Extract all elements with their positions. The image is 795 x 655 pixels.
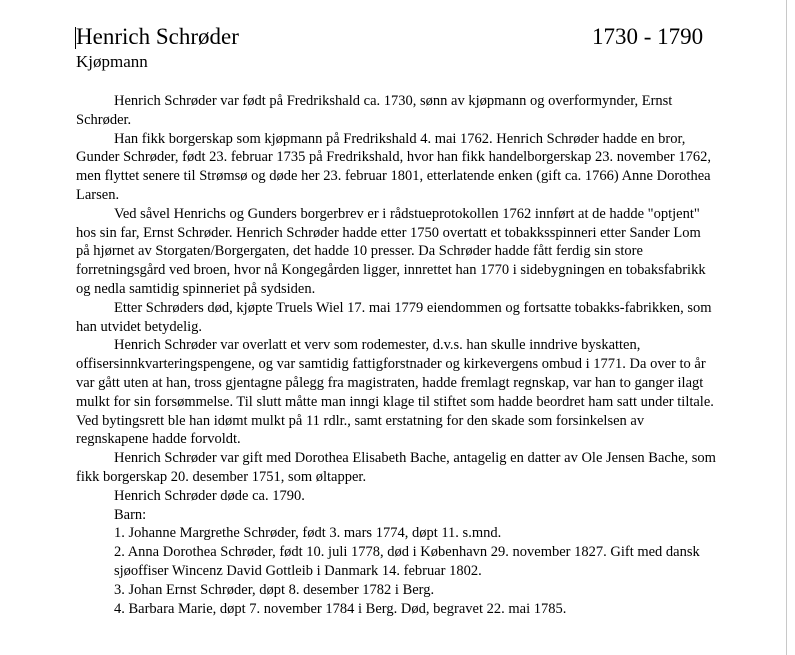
child-item[interactable]: 3. Johan Ernst Schrøder, døpt 8. desember 1782 i Berg.	[114, 581, 435, 598]
page-title[interactable]: Henrich Schrøder	[76, 24, 239, 49]
paragraph-citizenship[interactable]: Han fikk borgerskap som kjøpmann på Fredrikshald 4. mai 1762. Henrich Schrøder hadde en bror, Gunder Schrøder, født 23. februar 1735 på Fredrikshald, hvor han fikk handelborgerskap 23. november 1762, men flyttet senere til Strømsø og døde her 23. februar 1801, etterlatende enken (gift ca. 1766) Anne Dorothea Larsen.	[76, 130, 711, 203]
page-edge	[786, 0, 787, 655]
paragraph-birth[interactable]: Henrich Schrøder var født på Fredrikshald ca. 1730, sønn av kjøpmann og overformynder, Ernst Schrøder.	[76, 93, 673, 128]
document-body[interactable]	[76, 92, 716, 618]
paragraph-marriage[interactable]: Henrich Schrøder var gift med Dorothea Elisabeth Bache, antagelig en datter av Ole Jensen Bache, som fikk borgerskap 20. desember 1751, som øltapper.	[76, 450, 716, 485]
child-item[interactable]: 4. Barbara Marie, døpt 7. november 1784 i Berg. Død, begravet 22. mai 1785.	[114, 600, 567, 617]
child-item[interactable]: 1. Johanne Margrethe Schrøder, født 3. mars 1774, døpt 11. s.mnd.	[114, 525, 502, 542]
children-label[interactable]: Barn:	[114, 506, 147, 523]
paragraph-after-death[interactable]: Etter Schrøders død, kjøpte Truels Wiel 17. mai 1779 eiendommen og fortsatte tobakks-fabrikken, som han utvidet betydelig.	[76, 299, 712, 335]
child-item[interactable]: 2. Anna Dorothea Schrøder, født 10. juli 1778, død i København 29. november 1827. Gift med dansk sjøoffiser Wincenz David Gottleib i Danmark 14. februar 1802.	[114, 544, 700, 579]
occupation-subtitle[interactable]: Kjøpmann	[76, 52, 148, 71]
death-line[interactable]: Henrich Schrøder døde ca. 1790.	[114, 487, 305, 504]
lifespan-dates[interactable]: 1730 - 1790	[592, 24, 704, 49]
paragraph-office[interactable]: Henrich Schrøder var overlatt et verv som rodemester, d.v.s. han skulle inndrive byskatten, offisersinnkvarteringspengene, og var samtidig fattigforstnader og kirkevergens ombud i 1771. Da over to år var gått uten at han, tross gjentagne pålegg fra magistraten, hadde fremlagt regnskap, var han to ganger ilagt mulkt for sin forsømmelse. Til slutt måtte man inngi klage til stiftet som hadde beordret ham satt under tiltale. Ved bytingsrett ble han idømt mulkt på 11 rdlr., samt erstatning for den skade som forsinkelsen av regnskapene hadde forvoldt.	[76, 337, 714, 448]
paragraph-tobacco[interactable]: Ved såvel Henrichs og Gunders borgerbrev er i rådstueprotokollen 1762 innført at de hadde "optjent" hos sin far, Ernst Schrøder. Henrich Schrøder hadde etter 1750 overtatt et tobakksspinneri etter Sander Lom på hjørnet av Storgaten/Borgergaten, det hadde 10 presser. Da Schrøder hadde fått ferdig sin store forretningsgård ved broen, hvor nå Kongegården ligger, innrettet han 1770 i sidebygningen en tobaksfabrikk og nedla samtidig spinneriet på sydsiden.	[76, 205, 706, 297]
